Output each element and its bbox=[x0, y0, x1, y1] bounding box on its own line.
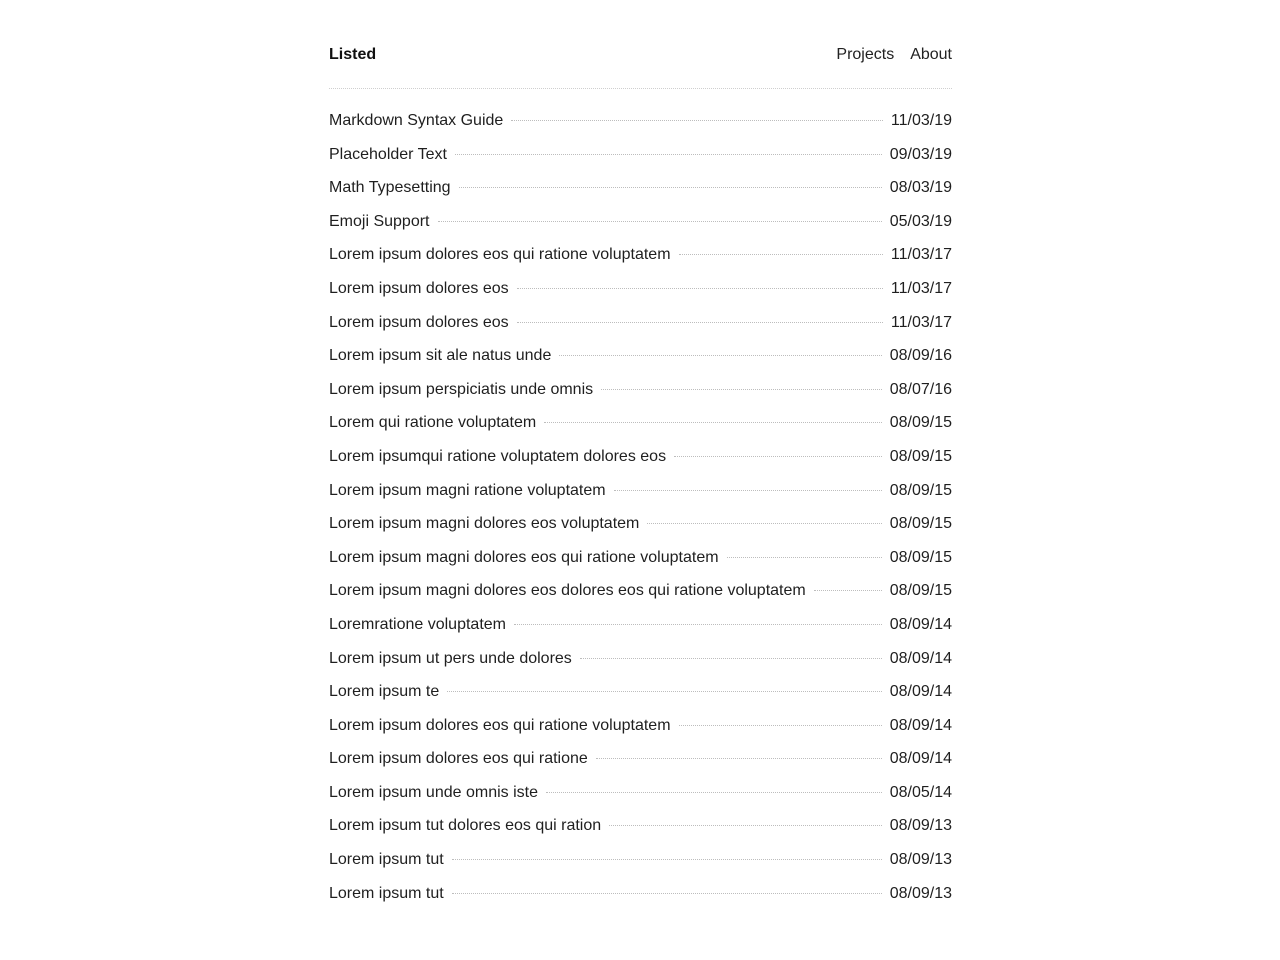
post-title-link[interactable]: Lorem ipsum ut pers unde dolores bbox=[329, 649, 572, 667]
post-date: 11/03/17 bbox=[890, 279, 952, 297]
post-list-item bbox=[329, 277, 952, 311]
dotted-leader bbox=[601, 389, 882, 390]
post-date: 11/03/17 bbox=[890, 246, 952, 264]
post-date: 08/09/13 bbox=[889, 817, 952, 835]
dotted-leader bbox=[517, 288, 883, 289]
post-title-link[interactable]: Lorem ipsum dolores eos qui ratione voluptatem bbox=[329, 716, 671, 734]
dotted-leader bbox=[727, 557, 882, 558]
post-date: 08/09/15 bbox=[889, 447, 952, 465]
post-title-link[interactable]: Lorem ipsumqui ratione voluptatem dolores eos bbox=[329, 447, 667, 465]
site-title-link[interactable]: Listed bbox=[329, 46, 377, 63]
post-list-item bbox=[329, 613, 952, 647]
dotted-leader bbox=[511, 120, 883, 121]
post-title-link[interactable]: Lorem ipsum dolores eos bbox=[329, 313, 509, 331]
post-list-item bbox=[329, 512, 952, 546]
dotted-leader bbox=[544, 422, 881, 423]
dotted-leader bbox=[596, 758, 882, 759]
post-date: 08/05/14 bbox=[889, 783, 952, 801]
post-date: 08/09/13 bbox=[889, 884, 952, 902]
dotted-leader bbox=[674, 456, 882, 457]
post-date: 08/09/14 bbox=[889, 683, 952, 701]
post-date: 11/03/17 bbox=[890, 313, 952, 331]
post-title-link[interactable]: Lorem ipsum dolores eos qui ratione bbox=[329, 750, 588, 768]
post-list-item bbox=[329, 781, 952, 815]
dotted-leader bbox=[559, 355, 881, 356]
post-title-link[interactable]: Lorem ipsum dolores eos qui ratione voluptatem bbox=[329, 246, 671, 264]
dotted-leader bbox=[452, 859, 882, 860]
post-title-link[interactable]: Lorem ipsum tut bbox=[329, 884, 444, 902]
post-list-item bbox=[329, 848, 952, 882]
post-date: 08/09/15 bbox=[889, 548, 952, 566]
post-date: 08/07/16 bbox=[889, 380, 952, 398]
post-date: 09/03/19 bbox=[889, 145, 952, 163]
post-title-link[interactable]: Emoji Support bbox=[329, 212, 430, 230]
post-date: 05/03/19 bbox=[889, 212, 952, 230]
post-title-link[interactable]: Lorem ipsum dolores eos bbox=[329, 279, 509, 297]
post-list-item bbox=[329, 579, 952, 613]
dotted-leader bbox=[514, 624, 882, 625]
post-date: 08/09/13 bbox=[889, 851, 952, 869]
post-list-item bbox=[329, 311, 952, 345]
post-list-item bbox=[329, 814, 952, 848]
post-title-link[interactable]: Lorem qui ratione voluptatem bbox=[329, 414, 537, 432]
post-title-link[interactable]: Math Typesetting bbox=[329, 179, 451, 197]
post-list-item bbox=[329, 176, 952, 210]
post-title-link[interactable]: Lorem ipsum sit ale natus unde bbox=[329, 347, 552, 365]
post-date: 08/09/15 bbox=[889, 582, 952, 600]
dotted-leader bbox=[459, 187, 882, 188]
post-date: 11/03/19 bbox=[890, 112, 952, 129]
main-nav bbox=[836, 46, 952, 64]
post-date: 08/09/14 bbox=[889, 750, 952, 768]
post-list-item bbox=[329, 109, 952, 143]
post-title-link[interactable]: Loremratione voluptatem bbox=[329, 615, 506, 633]
post-title-link[interactable]: Markdown Syntax Guide bbox=[329, 112, 504, 129]
post-list-item bbox=[329, 243, 952, 277]
post-list-item bbox=[329, 647, 952, 681]
nav-link-projects[interactable]: Projects bbox=[836, 46, 895, 63]
post-title-link[interactable]: Lorem ipsum magni dolores eos qui ratione voluptatem bbox=[329, 548, 719, 566]
post-list-item bbox=[329, 411, 952, 445]
post-title-link[interactable]: Lorem ipsum perspiciatis unde omnis bbox=[329, 380, 594, 398]
post-title-link[interactable]: Lorem ipsum tut dolores eos qui ration bbox=[329, 817, 602, 835]
dotted-leader bbox=[438, 221, 882, 222]
dotted-leader bbox=[452, 893, 882, 894]
dotted-leader bbox=[614, 490, 882, 491]
post-title-link[interactable]: Placeholder Text bbox=[329, 145, 447, 163]
post-date: 08/09/16 bbox=[889, 347, 952, 365]
post-list-item bbox=[329, 714, 952, 748]
post-list-item bbox=[329, 143, 952, 177]
dotted-leader bbox=[546, 792, 882, 793]
dotted-leader bbox=[609, 825, 882, 826]
post-list-item bbox=[329, 378, 952, 412]
post-list-item bbox=[329, 546, 952, 580]
post-list-item bbox=[329, 344, 952, 378]
post-list-item bbox=[329, 445, 952, 479]
dotted-leader bbox=[814, 590, 882, 591]
post-title-link[interactable]: Lorem ipsum magni dolores eos voluptatem bbox=[329, 515, 640, 533]
dotted-leader bbox=[447, 691, 881, 692]
post-title-link[interactable]: Lorem ipsum magni dolores eos dolores eos qui ratione voluptatem bbox=[329, 582, 806, 600]
post-list-item bbox=[329, 882, 952, 916]
post-title-link[interactable]: Lorem ipsum unde omnis iste bbox=[329, 783, 538, 801]
dotted-leader bbox=[580, 658, 882, 659]
page-container bbox=[329, 0, 952, 915]
post-date: 08/09/15 bbox=[889, 481, 952, 499]
post-date: 08/09/14 bbox=[889, 716, 952, 734]
post-date: 08/09/15 bbox=[889, 515, 952, 533]
post-title-link[interactable]: Lorem ipsum te bbox=[329, 683, 440, 701]
dotted-leader bbox=[679, 725, 882, 726]
post-title-link[interactable]: Lorem ipsum tut bbox=[329, 851, 444, 869]
nav-link-about[interactable]: About bbox=[910, 46, 952, 63]
post-date: 08/09/14 bbox=[889, 615, 952, 633]
dotted-leader bbox=[455, 154, 882, 155]
post-list-item bbox=[329, 680, 952, 714]
dotted-leader bbox=[679, 254, 883, 255]
post-date: 08/09/15 bbox=[889, 414, 952, 432]
dotted-leader bbox=[647, 523, 881, 524]
post-title-link[interactable]: Lorem ipsum magni ratione voluptatem bbox=[329, 481, 606, 499]
post-list-item bbox=[329, 479, 952, 513]
post-date: 08/09/14 bbox=[889, 649, 952, 667]
post-date: 08/03/19 bbox=[889, 179, 952, 197]
site-header bbox=[329, 0, 952, 89]
post-list-item bbox=[329, 747, 952, 781]
dotted-leader bbox=[517, 322, 883, 323]
post-list-item bbox=[329, 210, 952, 244]
post-list bbox=[329, 89, 952, 915]
